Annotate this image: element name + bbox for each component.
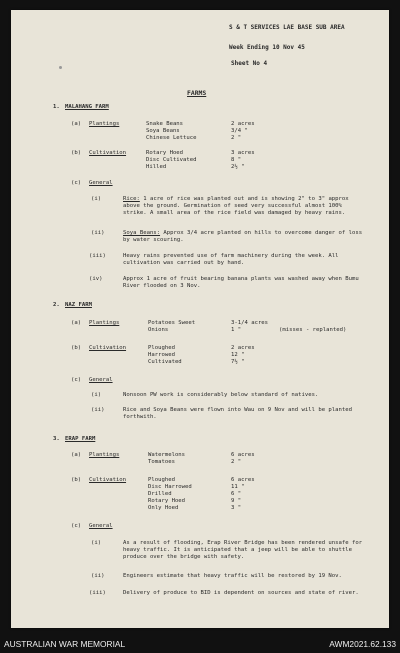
amount: 11 " bbox=[231, 484, 245, 490]
general-note: Delivery of produce to BID is dependent on sources and state of river. bbox=[123, 590, 359, 596]
amount: 2 acres bbox=[231, 121, 255, 127]
item-number: (i) bbox=[91, 196, 102, 202]
amount: 1 " bbox=[231, 327, 242, 333]
crop: Watermelons bbox=[148, 452, 186, 458]
general-note: Heavy rains prevented use of farm machinery during the week. All cultivation was carried out by hand. bbox=[123, 253, 339, 267]
amount: 2½ " bbox=[231, 164, 245, 170]
amount: 3 " bbox=[231, 505, 242, 511]
general-note bbox=[123, 196, 363, 217]
subsection-label: (c) bbox=[71, 523, 82, 529]
punch-hole bbox=[59, 66, 62, 69]
header-sheet: Sheet No 4 bbox=[231, 60, 268, 67]
cultivation-heading: Cultivation bbox=[89, 345, 127, 351]
operation: Harrowed bbox=[148, 352, 175, 358]
item-number: (iv) bbox=[89, 276, 103, 282]
operation: Disc Harrowed bbox=[148, 484, 192, 490]
farm-number: 1. bbox=[53, 104, 60, 110]
operation: Ploughed bbox=[148, 345, 175, 351]
amount: 6 " bbox=[231, 491, 242, 497]
planting-note: (misses - replanted) bbox=[279, 327, 347, 333]
item-number: (ii) bbox=[91, 407, 105, 413]
operation: Rotary Hoed bbox=[148, 498, 186, 504]
general-heading: General bbox=[89, 523, 113, 529]
item-number: (ii) bbox=[91, 230, 105, 236]
note-text: 1 acre of rice was planted out and is showing 2" to 3" approx above the ground. Germination of seed very successful almost 100% strike. A small area of the rice field was damaged by heavy rains. bbox=[123, 196, 349, 217]
header-org: S & T SERVICES LAE BASE SUB AREA bbox=[229, 24, 345, 31]
crop: Chinese Lettuce bbox=[146, 135, 197, 141]
amount: 7½ " bbox=[231, 359, 245, 365]
plantings-heading: Plantings bbox=[89, 121, 120, 127]
operation: Hilled bbox=[146, 164, 167, 170]
note-subject: Rice: bbox=[123, 196, 140, 202]
cultivation-heading: Cultivation bbox=[89, 477, 127, 483]
general-note: Approx 1 acre of fruit bearing banana plants was washed away when Bumu River flooded on 3 Nov. bbox=[123, 276, 359, 290]
item-number: (ii) bbox=[91, 573, 105, 579]
operation: Ploughed bbox=[148, 477, 175, 483]
farm-name: NAZ FARM bbox=[65, 302, 92, 308]
operation: Drilled bbox=[148, 491, 172, 497]
general-note: Rice and Soya Beans were flown into Wau on 9 Nov and will be planted forthwith. bbox=[123, 407, 353, 421]
farm-number: 3. bbox=[53, 436, 60, 442]
plantings-heading: Plantings bbox=[89, 320, 120, 326]
general-heading: General bbox=[89, 180, 113, 186]
crop: Snake Beans bbox=[146, 121, 184, 127]
farm-name: MALAHANG FARM bbox=[65, 104, 109, 110]
amount: 2 " bbox=[231, 459, 242, 465]
operation: Only Hoed bbox=[148, 505, 179, 511]
subsection-label: (a) bbox=[71, 452, 82, 458]
general-note: Nonsoon PW work is considerably below standard of natives. bbox=[123, 392, 319, 398]
header-week: Week Ending 10 Nov 45 bbox=[229, 44, 305, 51]
cultivation-heading: Cultivation bbox=[89, 150, 127, 156]
general-heading: General bbox=[89, 377, 113, 383]
subsection-label: (b) bbox=[71, 150, 82, 156]
crop: Potatoes Sweet bbox=[148, 320, 196, 326]
amount: 2 " bbox=[231, 135, 242, 141]
subsection-label: (a) bbox=[71, 121, 82, 127]
page-title: FARMS bbox=[187, 89, 207, 97]
amount: 6 acres bbox=[231, 477, 255, 483]
subsection-label: (c) bbox=[71, 377, 82, 383]
amount: 9 " bbox=[231, 498, 242, 504]
general-note bbox=[123, 230, 363, 244]
operation: Disc Cultivated bbox=[146, 157, 197, 163]
item-number: (iii) bbox=[89, 253, 106, 259]
crop: Onions bbox=[148, 327, 169, 333]
amount: 2 acres bbox=[231, 345, 255, 351]
item-number: (iii) bbox=[89, 590, 106, 596]
subsection-label: (b) bbox=[71, 477, 82, 483]
general-note: Engineers estimate that heavy traffic will be restored by 19 Nov. bbox=[123, 573, 342, 579]
amount: 3 acres bbox=[231, 150, 255, 156]
subsection-label: (b) bbox=[71, 345, 82, 351]
crop: Tomatoes bbox=[148, 459, 175, 465]
subsection-label: (c) bbox=[71, 180, 82, 186]
amount: 3-1/4 acres bbox=[231, 320, 269, 326]
farm-number: 2. bbox=[53, 302, 60, 308]
operation: Cultivated bbox=[148, 359, 182, 365]
footer-credit: AUSTRALIAN WAR MEMORIAL bbox=[4, 639, 126, 649]
farm-name: ERAP FARM bbox=[65, 436, 96, 442]
item-number: (i) bbox=[91, 392, 102, 398]
document-page bbox=[11, 10, 389, 628]
amount: 6 acres bbox=[231, 452, 255, 458]
note-subject: Soya Beans: bbox=[123, 230, 161, 236]
archive-footer bbox=[0, 634, 400, 653]
amount: 3/4 " bbox=[231, 128, 248, 134]
note-text: Approx 3/4 acre planted on hills to overcome danger of loss by water scouring. bbox=[123, 230, 363, 244]
footer-reference: AWM2021.62.133 bbox=[329, 639, 396, 649]
general-note: As a result of flooding, Erap River Bridge has been rendered unsafe for heavy traffic. It is anticipated that a jeep will be able to shuttle produce over the bridge with safety. bbox=[123, 540, 363, 561]
subsection-label: (a) bbox=[71, 320, 82, 326]
operation: Rotary Hoed bbox=[146, 150, 184, 156]
item-number: (i) bbox=[91, 540, 102, 546]
crop: Soya Beans bbox=[146, 128, 180, 134]
amount: 8 " bbox=[231, 157, 242, 163]
plantings-heading: Plantings bbox=[89, 452, 120, 458]
amount: 12 " bbox=[231, 352, 245, 358]
